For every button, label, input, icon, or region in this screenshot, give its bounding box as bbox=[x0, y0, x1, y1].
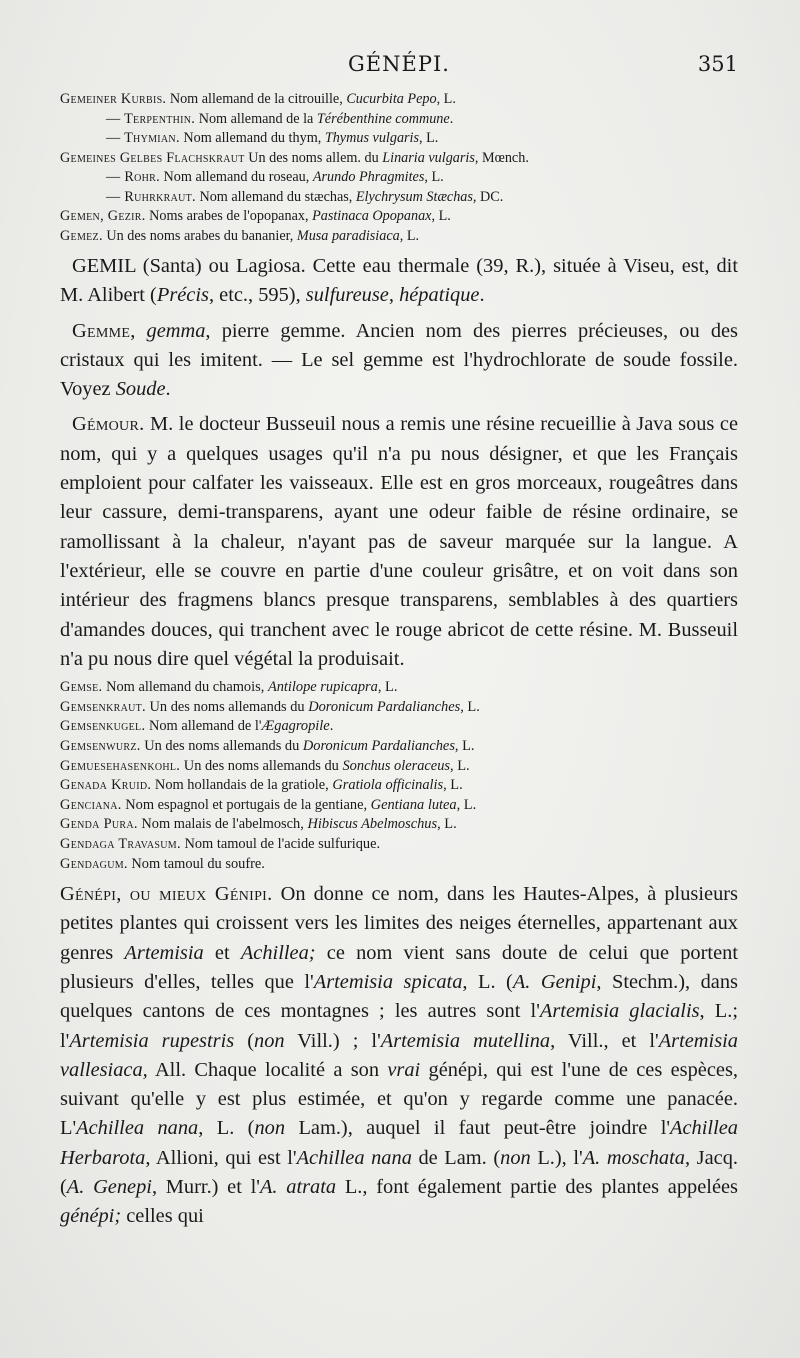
entry-tail: , Mœnch. bbox=[474, 149, 529, 166]
entry-latin-name: Hibiscus Abelmoschus bbox=[307, 816, 438, 833]
entry-text: Nom allemand du stæchas, bbox=[195, 188, 356, 205]
text-run: et bbox=[203, 941, 241, 964]
entry-tail: , L. bbox=[431, 208, 451, 224]
list-entry bbox=[60, 855, 738, 875]
entry-head: Gemeiner Kurbis. bbox=[60, 91, 167, 107]
text-run: ce nom vient sans doute de celui que portent plusieurs d'elles, telles que l' bbox=[60, 941, 738, 993]
entry-text: Nom allemand du roseau, bbox=[159, 169, 313, 185]
entry-gemil: GEMIL (Santa) ou Lagiosa. Cette eau thermale (39, R.), située à Viseu, est, dit M. Alibert (Précis, etc., 595), sulfureuse, hépatique. bbox=[60, 255, 738, 307]
latin-name: non bbox=[254, 1029, 285, 1052]
text-run: ( bbox=[234, 1029, 255, 1052]
entry-tail: , L. bbox=[460, 698, 480, 715]
entry-tail: , L. bbox=[419, 130, 439, 146]
entry-head: Gemuesehasenkohl. bbox=[60, 757, 181, 774]
entry-text: Un des noms allemands du bbox=[145, 698, 309, 715]
entry-tail: , L. bbox=[399, 227, 420, 244]
list-entry bbox=[60, 835, 738, 855]
list-entry bbox=[60, 129, 738, 149]
list-entry bbox=[60, 796, 738, 816]
text-run: L., font également partie des plantes appelées bbox=[336, 1176, 738, 1199]
entry-head: Gemsenwurz. bbox=[60, 737, 141, 754]
latin-name: vrai bbox=[387, 1058, 421, 1081]
entry-latin-name: Sonchus oleraceus bbox=[342, 757, 450, 774]
page-header bbox=[60, 52, 738, 90]
list-entry bbox=[60, 110, 738, 130]
latin-name: A. moschata bbox=[582, 1146, 685, 1169]
entry-head: — Ruhrkraut. bbox=[106, 188, 196, 205]
latin-name: génépi; bbox=[60, 1205, 122, 1228]
entry-head: Gemeines Gelbes Flachskraut bbox=[60, 149, 245, 166]
text-run: Vill.) ; l' bbox=[284, 1029, 381, 1052]
latin-name: Achillea nana bbox=[296, 1146, 412, 1169]
entry-text: Noms arabes de l'opopanax, bbox=[145, 208, 313, 224]
entry-latin-name: Doronicum Pardalianches bbox=[302, 737, 455, 754]
entry-latin-name: Antilope rupicapra bbox=[267, 679, 378, 696]
text-run: , Jacq. ( bbox=[60, 1146, 738, 1199]
entry-head: Genda Pura. bbox=[60, 816, 138, 833]
entry-tail: . bbox=[449, 110, 454, 127]
entry-head: Gemez. bbox=[60, 227, 103, 244]
entry-tail: , L. bbox=[443, 777, 463, 794]
text-run: On donne ce nom, dans les Hautes-Alpes, à plusieurs petites plantes qui croissent vers les limites des neiges éternelles, appartenant aux genres bbox=[60, 883, 738, 964]
entry-text: Un des noms arabes du bananier, bbox=[102, 227, 297, 244]
text-run: , L. ( bbox=[462, 970, 513, 993]
entry-text: Un des noms allemands du bbox=[180, 757, 343, 774]
list-entry bbox=[60, 776, 738, 796]
entry-text: Nom hollandais de la gratiole, bbox=[151, 777, 333, 794]
list-entry bbox=[60, 698, 738, 718]
running-title: GÉNÉPI. bbox=[348, 52, 450, 76]
entry-text: Nom tamoul de l'acide sulfurique. bbox=[180, 835, 381, 852]
latin-name: Achillea; bbox=[240, 941, 316, 964]
list-entry bbox=[60, 90, 738, 110]
text-run: de Lam. ( bbox=[411, 1146, 501, 1169]
latin-name: non bbox=[500, 1146, 531, 1169]
entry-latin-name: Cucurbita Pepo bbox=[346, 91, 437, 107]
list-entry bbox=[60, 737, 738, 757]
entry-tail: , DC. bbox=[472, 188, 504, 205]
latin-name: Artemisia vallesiaca, bbox=[60, 1029, 738, 1081]
entry-gemme: Gemme, gemma, pierre gemme. Ancien nom des pierres précieuses, ou des cristaux qui les imitent. — Le sel gemme est l'hydrochlorate de soude fossile. Voyez Soude. bbox=[60, 319, 738, 401]
middle-entries-list bbox=[60, 678, 738, 874]
entry-text: Un des noms allem. du bbox=[244, 149, 383, 166]
latin-name: A. Genipi bbox=[512, 970, 597, 993]
latin-name: Achillea Herbarota bbox=[60, 1117, 738, 1169]
text-run: génépi, qui est l'une de ces espèces, suivant qu'elle y est plus estimée, et qu'on y regarde comme une panacée. L' bbox=[60, 1058, 738, 1140]
text-run: All. Chaque localité a son bbox=[147, 1058, 388, 1081]
entry-tail: , L. bbox=[454, 737, 475, 754]
text-run: , L.; l' bbox=[60, 1000, 738, 1052]
text-run: , Vill., et l' bbox=[550, 1029, 659, 1052]
entry-head: Genada Kruid. bbox=[60, 777, 152, 794]
latin-name: Achillea nana bbox=[76, 1117, 199, 1140]
page-number: 351 bbox=[697, 52, 738, 76]
list-entry bbox=[60, 815, 738, 835]
list-entry bbox=[60, 207, 738, 227]
text-run: , L. ( bbox=[198, 1117, 255, 1140]
entry-head: — Terpenthin. bbox=[106, 110, 196, 127]
text-run: , Allioni, qui est l' bbox=[145, 1146, 297, 1169]
entry-latin-name: Arundo Phragmites bbox=[312, 169, 425, 185]
entry-head: Genciana. bbox=[60, 796, 122, 813]
latin-name: Artemisia glacialis bbox=[539, 1000, 700, 1023]
entry-latin-name: Ægagropile bbox=[261, 718, 330, 735]
text-run: , Stechm.), dans quelques cantons de ces montagnes ; les autres sont l' bbox=[60, 970, 738, 1023]
latin-name: Artemisia spicata bbox=[313, 970, 463, 993]
latin-name: non bbox=[254, 1117, 286, 1140]
entry-latin-name: Doronicum Pardalianches bbox=[308, 698, 461, 715]
entry-head: Gemen, Gezir. bbox=[60, 208, 146, 224]
entry-tail: , L. bbox=[377, 679, 398, 696]
entry-latin-name: Linaria vulgaris bbox=[382, 149, 475, 166]
latin-name: Artemisia mutellina bbox=[380, 1029, 551, 1052]
entry-tail: . bbox=[329, 718, 334, 735]
top-entries-list bbox=[60, 90, 738, 246]
entry-latin-name: Thymus vulgaris bbox=[324, 130, 420, 146]
entry-head: Gemsenkugel. bbox=[60, 718, 146, 735]
entry-latin-name: Gentiana lutea bbox=[370, 796, 457, 813]
entry-head: Gemsenkraut. bbox=[60, 698, 146, 715]
list-entry bbox=[60, 168, 738, 188]
list-entry bbox=[60, 678, 738, 698]
entry-tail: , L. bbox=[437, 816, 457, 833]
entry-tail: , L. bbox=[450, 757, 470, 774]
entry-text: Nom allemand de l' bbox=[145, 718, 262, 735]
list-entry bbox=[60, 149, 738, 169]
list-entry bbox=[60, 188, 738, 208]
entry-latin-name: Térébenthine commune bbox=[316, 110, 450, 127]
text-run: , Murr.) et l' bbox=[151, 1176, 260, 1199]
entry-tail: , L. bbox=[436, 91, 456, 107]
entry-latin-name: Gratiola officinalis bbox=[332, 777, 444, 794]
entry-latin-name: Musa paradisiaca bbox=[296, 227, 400, 244]
latin-name: Artemisia rupestris bbox=[69, 1029, 235, 1052]
entry-text: Nom tamoul du soufre. bbox=[127, 855, 265, 872]
entry-tail: , L. bbox=[424, 169, 444, 185]
entry-gemour: Gémour. M. le docteur Busseuil nous a remis une résine recueillie à Java sous ce nom, qui y a quelques usages qu'il n'a pu nous désigner, et que les Français emploient pour calfater les vaisseaux. Elle est en gros morceaux, rougeâtres dans leur cassure, demi-transparens, ayant une odeur faible de résine ordinaire, se ramollissant à la chaleur, n'ayant pas de saveur marquée sur la langue. A l'extérieur, elle se couvre en partie d'une couleur grisâtre, et on voit dans son intérieur des fragmens blancs presque transparens, semblables à des quartiers d'amandes douces, qui tranchent avec le rouge abricot de cette résine. M. Busseuil n'a pu nous dire quel végétal la produisait. bbox=[60, 413, 738, 670]
entry-latin-name: Elychrysum Stæchas bbox=[355, 188, 473, 205]
text-run: celles qui bbox=[121, 1205, 204, 1228]
entry-genepi: Génépi, ou mieux Génipi. On donne ce nom, dans les Hautes-Alpes, à plusieurs petites plantes qui croissent vers les limites des neiges éternelles, appartenant aux genres Artemisia et Achillea; ce nom vient sans doute de celui que portent plusieurs d'elles, telles que l'Artemisia spicata, L. (A. Genipi, Stechm.), dans quelques cantons de ces montagnes ; les autres sont l'Artemisia glacialis, L.; l'Artemisia rupestris (non Vill.) ; l'Artemisia mutellina, Vill., et l'Artemisia vallesiaca, All. Chaque localité a son vrai génépi, qui est l'une de ces espèces, suivant qu'elle y est plus estimée, et qu'on y regarde comme une panacée. L'Achillea nana, L. (non Lam.), auquel il faut peut-être joindre l'Achillea Herbarota, Allioni, qui est l'Achillea nana de Lam. (non L.), l'A. moschata, Jacq. (A. Genepi, Murr.) et l'A. atrata L., font également partie des plantes appelées génépi; celles qui bbox=[60, 883, 738, 1228]
latin-name: Artemisia bbox=[124, 941, 204, 964]
entry-text: Nom allemand de la citrouille, bbox=[166, 91, 347, 107]
entry-head: Gendagum. bbox=[60, 855, 128, 872]
entry-head: — Rohr. bbox=[106, 169, 160, 185]
entry-head: Gendaga Travasum. bbox=[60, 835, 181, 852]
entry-text: Nom malais de l'abelmosch, bbox=[137, 816, 308, 833]
list-entry bbox=[60, 717, 738, 737]
list-entry bbox=[60, 227, 738, 247]
entry-text: Nom allemand du chamois, bbox=[102, 679, 268, 696]
entry-head: — Thymian. bbox=[106, 130, 180, 146]
latin-name: A. Genepi bbox=[66, 1176, 152, 1199]
latin-name: A. atrata bbox=[259, 1176, 337, 1199]
text-run: L.), l' bbox=[530, 1146, 583, 1169]
entry-tail: , L. bbox=[456, 796, 477, 813]
text-run: Lam.), auquel il faut peut-être joindre l' bbox=[285, 1117, 671, 1140]
entry-text: Nom allemand de la bbox=[195, 110, 317, 127]
entry-text: Nom espagnol et portugais de la gentiane, bbox=[121, 796, 371, 813]
entry-latin-name: Pastinaca Opopanax bbox=[312, 208, 432, 224]
entry-text: Nom allemand du thym, bbox=[179, 130, 325, 146]
list-entry bbox=[60, 757, 738, 777]
entry-text: Un des noms allemands du bbox=[140, 737, 303, 754]
entry-head: Gemse. bbox=[60, 679, 103, 696]
